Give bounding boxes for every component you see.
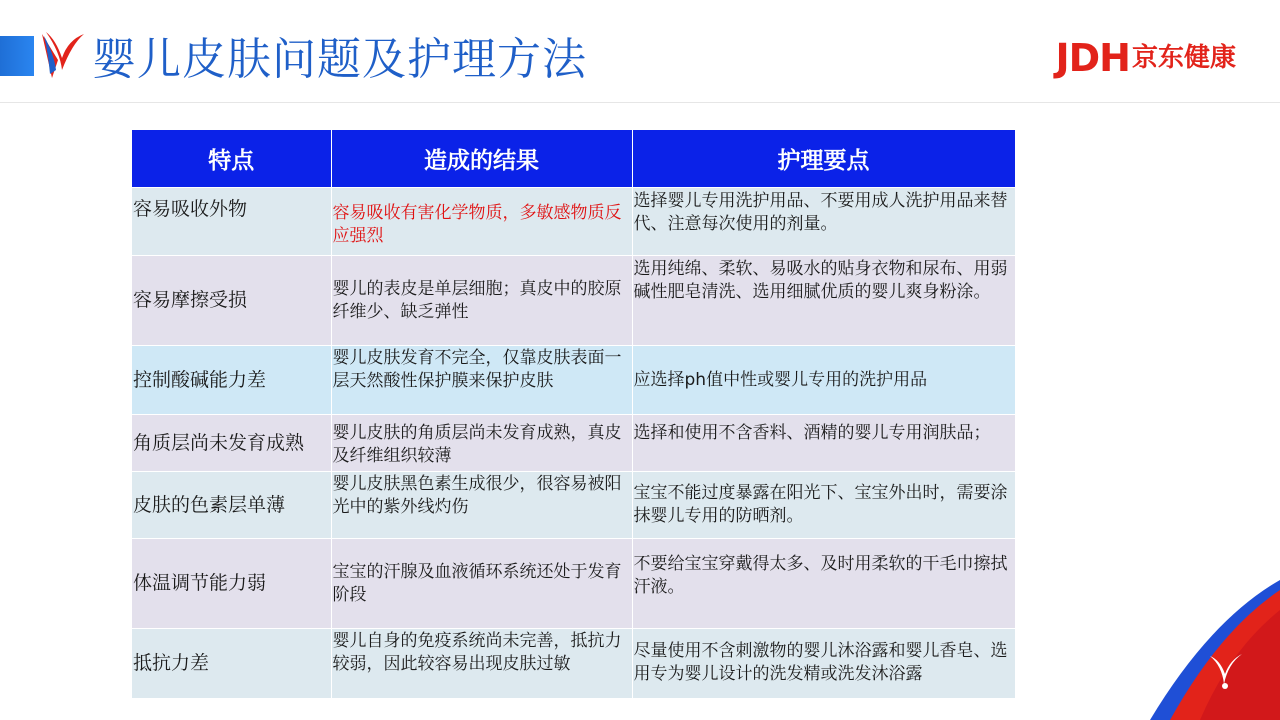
care-cell: 选择婴儿专用洗护用品、不要用成人洗护用品来替代、注意每次使用的剂量。 [632, 188, 1015, 256]
feature-cell: 容易吸收外物 [132, 188, 331, 256]
table-row [132, 472, 1015, 539]
corner-wave-decoration [1090, 580, 1280, 720]
header-divider [0, 102, 1280, 103]
header-care: 护理要点 [632, 130, 1015, 188]
care-cell: 宝宝不能过度暴露在阳光下、宝宝外出时，需要涂抹婴儿专用的防晒剂。 [632, 472, 1015, 539]
page-title: 婴儿皮肤问题及护理方法 [92, 34, 587, 85]
table-row [132, 346, 1015, 415]
feature-cell: 容易摩擦受损 [132, 256, 331, 346]
brand-logo-latin: JDH [1055, 36, 1130, 80]
feature-cell: 角质层尚未发育成熟 [132, 415, 331, 472]
care-cell: 应选择ph值中性或婴儿专用的洗护用品 [632, 346, 1015, 415]
corner-leaf-icon [1204, 648, 1248, 692]
table-row [132, 539, 1015, 629]
care-cell: 选择和使用不含香料、酒精的婴儿专用润肤品； [632, 415, 1015, 472]
result-cell: 宝宝的汗腺及血液循环系统还处于发育阶段 [331, 539, 632, 629]
brand-logo [1056, 38, 1237, 78]
feature-cell: 控制酸碱能力差 [132, 346, 331, 415]
result-cell: 婴儿皮肤的角质层尚未发育成熟，真皮及纤维组织较薄 [331, 415, 632, 472]
brand-leaf-icon [38, 30, 86, 82]
table-header-row [132, 130, 1015, 188]
result-cell: 婴儿皮肤黑色素生成很少，很容易被阳光中的紫外线灼伤 [331, 472, 632, 539]
feature-cell: 皮肤的色素层单薄 [132, 472, 331, 539]
table-row [132, 188, 1015, 256]
care-cell: 不要给宝宝穿戴得太多、及时用柔软的干毛巾擦拭汗液。 [632, 539, 1015, 629]
brand-logo-cn: 京东健康 [1131, 43, 1236, 73]
feature-cell: 抵抗力差 [132, 629, 331, 698]
table-row [132, 415, 1015, 472]
header-result: 造成的结果 [331, 130, 632, 188]
feature-cell: 体温调节能力弱 [132, 539, 331, 629]
table-row [132, 256, 1015, 346]
care-cell: 尽量使用不含刺激物的婴儿沐浴露和婴儿香皂、选用专为婴儿设计的洗发精或洗发沐浴露 [632, 629, 1015, 698]
result-cell: 婴儿的表皮是单层细胞；真皮中的胶原纤维少、缺乏弹性 [331, 256, 632, 346]
care-cell: 选用纯绵、柔软、易吸水的贴身衣物和尿布、用弱碱性肥皂清洗、选用细腻优质的婴儿爽身粉涂。 [632, 256, 1015, 346]
header-feature: 特点 [132, 130, 331, 188]
table-row [132, 629, 1015, 698]
skin-care-table [132, 130, 1016, 698]
result-cell: 容易吸收有害化学物质，多敏感物质反应强烈 [331, 188, 632, 256]
result-cell: 婴儿自身的免疫系统尚未完善，抵抗力较弱，因此较容易出现皮肤过敏 [331, 629, 632, 698]
header-accent-bar [0, 36, 34, 76]
result-cell: 婴儿皮肤发育不完全，仅靠皮肤表面一层天然酸性保护膜来保护皮肤 [331, 346, 632, 415]
